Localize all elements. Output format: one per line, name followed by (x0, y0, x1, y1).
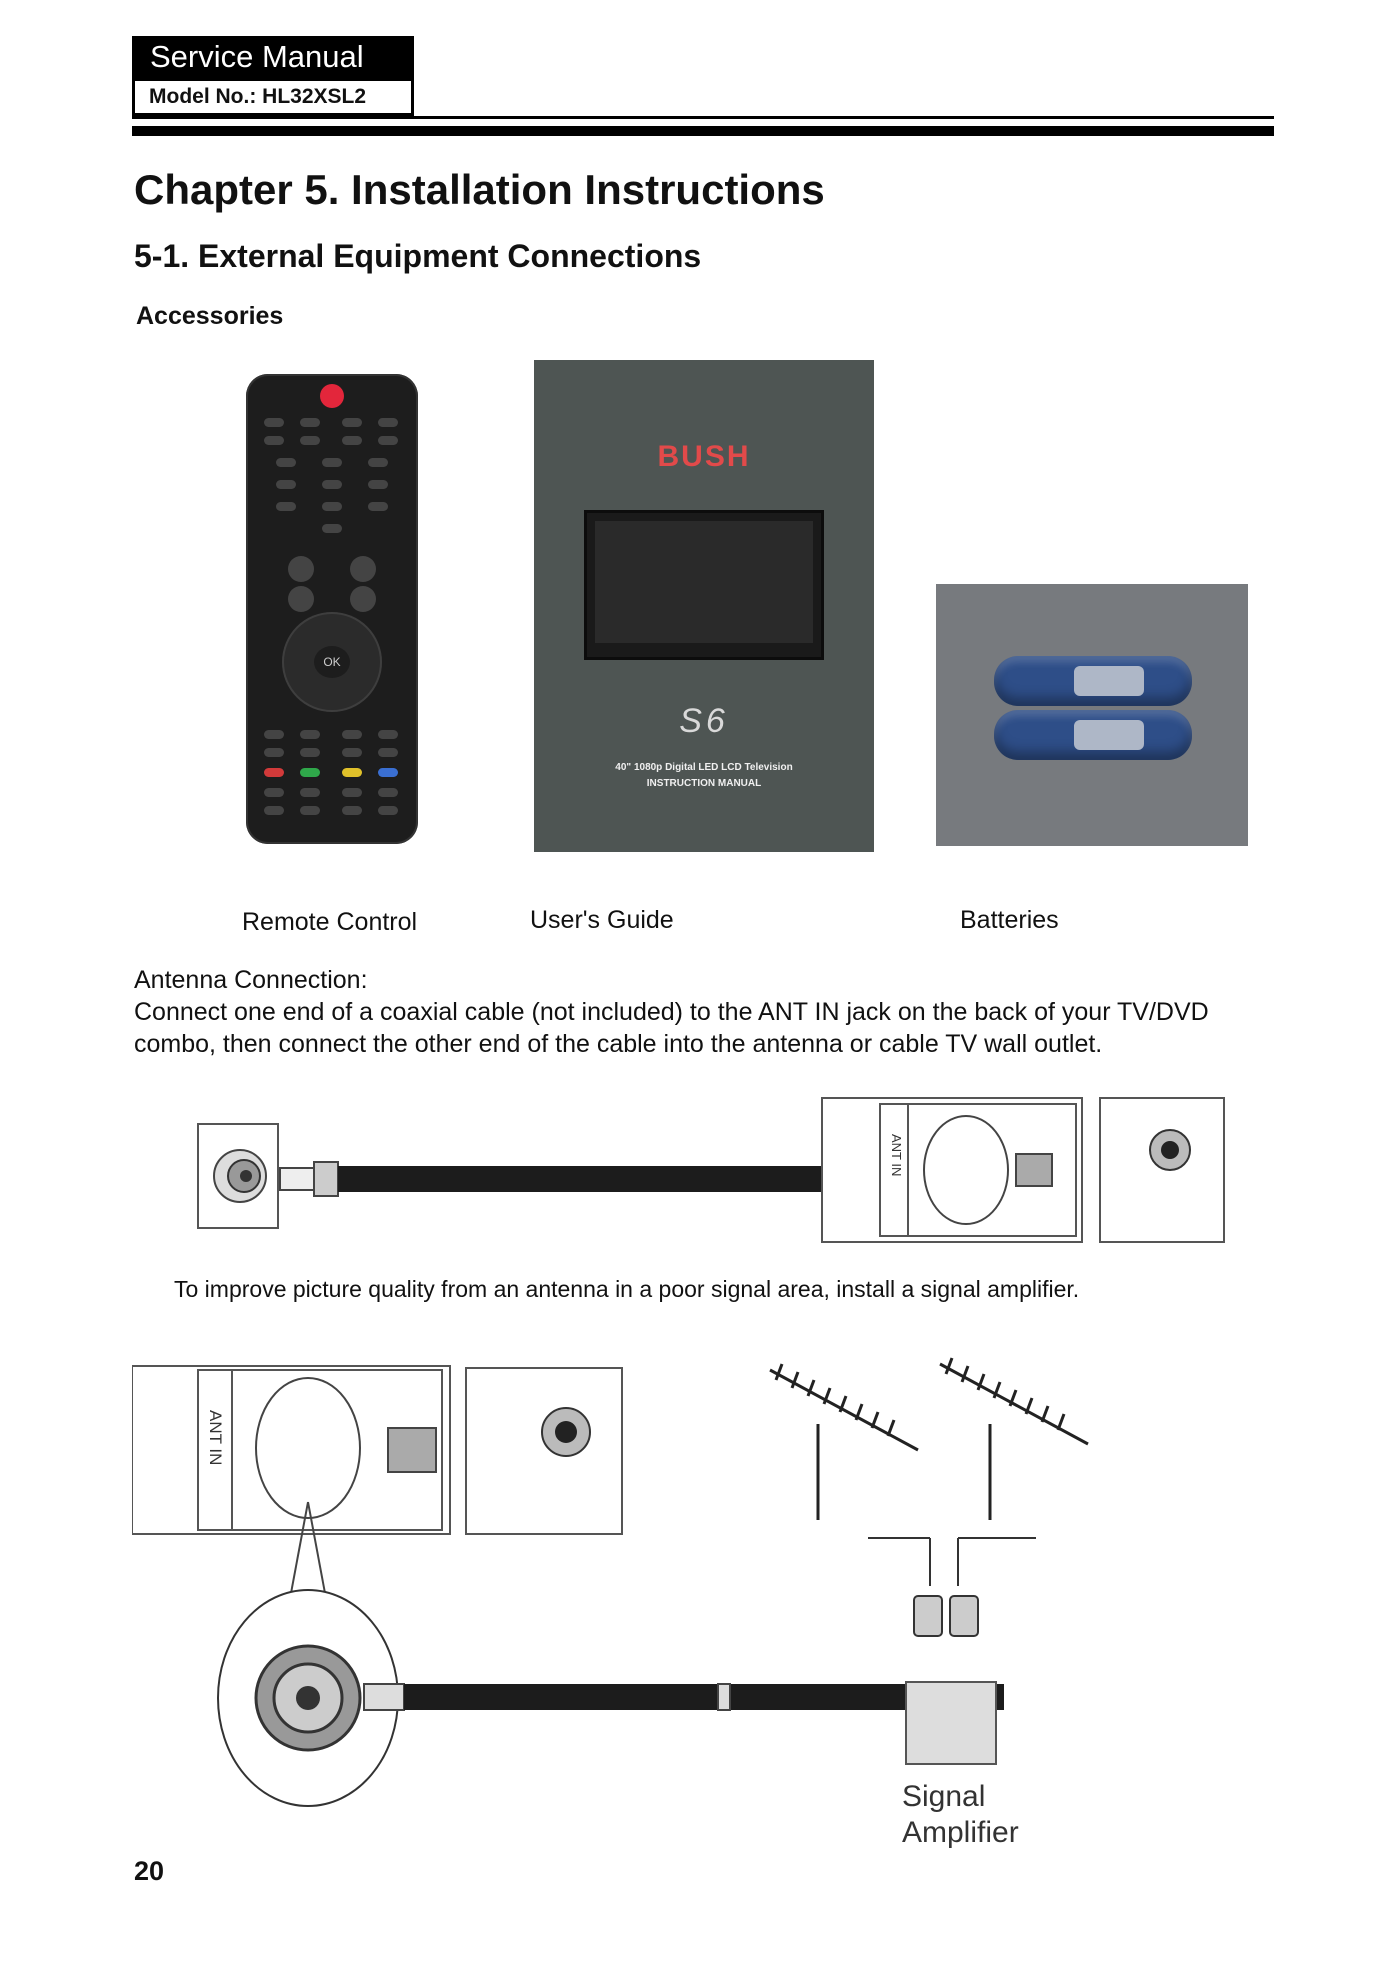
remote-control-icon: OK (246, 374, 418, 844)
batteries-icon (936, 584, 1248, 846)
user-guide-icon (534, 360, 874, 852)
jack-detail-panel (1100, 1098, 1224, 1242)
plug-right-icon (950, 1596, 978, 1636)
tv-icon (584, 510, 824, 660)
power-button-icon (320, 384, 344, 408)
antenna-instructions (134, 964, 1278, 1060)
antenna-left-icon (770, 1364, 918, 1520)
signal-amplifier-box (906, 1682, 996, 1764)
manual-title: Service Manual (132, 36, 414, 78)
header-rule-thin (132, 116, 1274, 119)
model-number: Model No.: HL32XSL2 (132, 78, 414, 116)
antenna-body: Connect one end of a coaxial cable (not included) to the ANT IN jack on the back of your TV/DVD combo, then connect the other end of the cable into the antenna or cable TV wall outlet. (134, 998, 1209, 1058)
caption-remote-control: Remote Control (242, 908, 418, 936)
page-number: 20 (134, 1856, 165, 1886)
guide-line-2: INSTRUCTION MANUAL (646, 778, 762, 789)
caption-users-guide: User's Guide (530, 906, 674, 934)
caption-batteries: Batteries (960, 906, 1059, 934)
accessories-heading: Accessories (136, 302, 284, 330)
chapter-title: Chapter 5. Installation Instructions (134, 166, 825, 213)
cable-connector-left (280, 1168, 314, 1190)
guide-model: S6 (679, 702, 729, 740)
ant-in-label-small: ANT IN (889, 1134, 904, 1177)
signal-amplifier-diagram (132, 1350, 1132, 1870)
guide-line-1: 40" 1080p Digital LED LCD Television (615, 762, 793, 773)
antenna-heading: Antenna Connection: (134, 966, 368, 994)
amplifier-label-line1: Signal (902, 1780, 986, 1813)
plug-left-icon (914, 1596, 942, 1636)
antenna-right-icon (940, 1358, 1088, 1520)
coax-connection-diagram (180, 1090, 1230, 1250)
guide-brand: BUSH (657, 440, 751, 473)
ant-in-jack (1016, 1154, 1052, 1186)
section-title: 5-1. External Equipment Connections (134, 238, 702, 274)
header-rule-thick (132, 126, 1274, 136)
amplifier-label-line2: Amplifier (902, 1816, 1019, 1849)
amplifier-note: To improve picture quality from an antenna in a poor signal area, install a signal amplifier. (174, 1276, 1080, 1302)
ant-in-label-large: ANT IN (206, 1410, 225, 1466)
